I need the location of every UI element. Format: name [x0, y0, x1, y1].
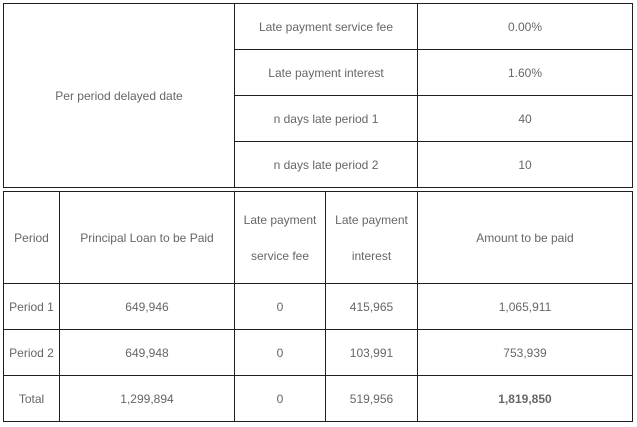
- header-principal-text: Principal Loan to be Paid: [80, 230, 214, 245]
- row-interest-text: 415,965: [349, 299, 394, 314]
- total-interest: [325, 375, 418, 422]
- top-row-value-service-fee: [417, 3, 633, 50]
- total-service-fee: [234, 375, 326, 422]
- row-amount-text: 753,939: [503, 345, 547, 360]
- row1-period: [3, 283, 60, 330]
- row-service-fee-text: 0: [276, 391, 284, 406]
- top-row-label-text: n days late period 1: [273, 111, 379, 126]
- per-period-delayed-date-label: Per period delayed date: [55, 88, 183, 103]
- row-period-text: Period 1: [9, 299, 54, 314]
- top-row-label-days-late-2: [234, 141, 418, 188]
- row2-service-fee: [234, 329, 326, 376]
- header-period-text: Period: [14, 230, 49, 245]
- header-amount-text: Amount to be paid: [476, 230, 574, 245]
- top-row-value-text: 0.00%: [507, 19, 543, 34]
- row-amount-text: 1,065,911: [498, 299, 552, 314]
- row2-interest: [325, 329, 418, 376]
- header-amount: [417, 191, 633, 284]
- top-row-value-days-late-1: [417, 95, 633, 142]
- header-period: [3, 191, 60, 284]
- row-principal-text: 649,948: [125, 345, 169, 360]
- per-period-delayed-date-cell: [3, 3, 235, 188]
- row-principal-text: 649,946: [125, 299, 169, 314]
- top-row-value-text: 40: [518, 111, 532, 126]
- row1-amount: [417, 283, 633, 330]
- total-principal: [59, 375, 235, 422]
- header-service-fee-line1: Late payment: [243, 212, 317, 227]
- row1-service-fee: [234, 283, 326, 330]
- header-interest-line1: Late payment: [335, 212, 408, 227]
- total-amount: [417, 375, 633, 422]
- total-amount-text: 1,819,850: [498, 391, 552, 406]
- top-row-label-days-late-1: [234, 95, 418, 142]
- row1-interest: [325, 283, 418, 330]
- row-period-text: Period 2: [9, 345, 54, 360]
- row-service-fee-text: 0: [276, 299, 284, 314]
- total-period: [3, 375, 60, 422]
- top-row-label-service-fee: [234, 3, 418, 50]
- row2-period: [3, 329, 60, 376]
- top-row-label-text: Late payment interest: [268, 65, 384, 80]
- top-row-label-text: n days late period 2: [273, 157, 379, 172]
- row2-amount: [417, 329, 633, 376]
- row-interest-text: 519,956: [349, 391, 394, 406]
- top-row-value-days-late-2: [417, 141, 633, 188]
- top-row-label-text: Late payment service fee: [258, 19, 394, 34]
- header-interest: [325, 191, 418, 284]
- row1-principal: [59, 283, 235, 330]
- top-row-value-text: 1.60%: [507, 65, 543, 80]
- top-row-value-interest: [417, 49, 633, 96]
- header-service-fee-line2: service fee: [250, 248, 310, 263]
- top-row-label-interest: [234, 49, 418, 96]
- row-period-text: Total: [18, 391, 45, 406]
- row-principal-text: 1,299,894: [120, 391, 174, 406]
- row-service-fee-text: 0: [276, 345, 284, 360]
- top-row-value-text: 10: [518, 157, 532, 172]
- header-service-fee: [234, 191, 326, 284]
- header-interest-line2: interest: [351, 248, 392, 263]
- header-principal: [59, 191, 235, 284]
- row2-principal: [59, 329, 235, 376]
- row-interest-text: 103,991: [349, 345, 394, 360]
